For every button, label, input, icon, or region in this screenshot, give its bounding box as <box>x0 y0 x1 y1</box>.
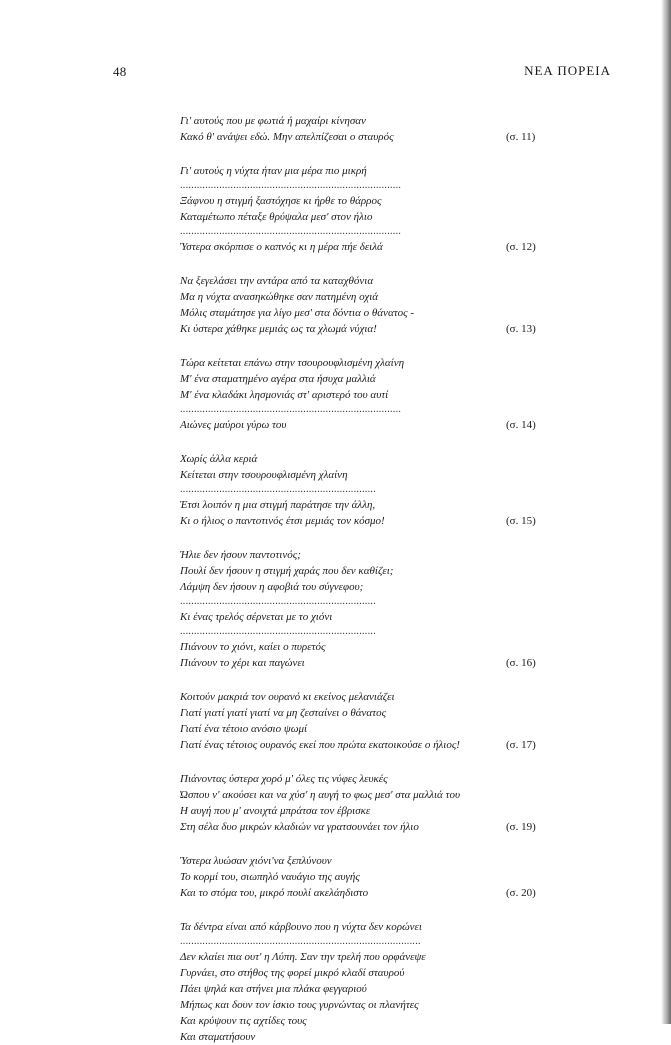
poem-line-text: Τα δέντρα είναι από κάρβουνο που η νύχτα δεν κορώνει <box>180 921 422 933</box>
poem-line <box>180 919 560 935</box>
poem-line-text: Κείτεται στην τσουρουφλισμένη χλαίνη <box>180 469 348 481</box>
poem-line-text: Κακό θ' ανάψει εδώ. Μην απελπίζεσαι ο σταυρός <box>180 131 394 143</box>
poem-line <box>180 819 560 835</box>
page-reference: (σ. 11) <box>506 131 536 143</box>
poem-line-text: Πιάνουν το χιόνι, καίει ο πυρετός <box>180 641 326 653</box>
poem-line <box>180 579 560 595</box>
poem-line <box>180 387 560 403</box>
poem-line-text: Γιατί ένας τέτοιος ουρανός εκεί που πρώτα εκατοικούσε ο ήλιος! <box>180 739 460 751</box>
poem-line-text: Και το στόμα του, μικρό πουλί ακελάηδιστο <box>180 887 369 899</box>
poem-line-text: Τώρα κείτεται επάνω στην τσουρουφλισμένη χλαίνη <box>180 357 405 369</box>
poem-line <box>180 273 560 289</box>
poem-line <box>180 321 560 337</box>
poem-line-text: Αιώνες μαύροι γύρω του <box>180 419 287 431</box>
poem-line-text: Μόλις σταμάτησε για λίγο μεσ' στα δόντια ο θάνατος - <box>180 307 415 319</box>
poem-line-text: Κι ύστερα χάθηκε μεμιάς ως τα χλωμά νύχια! <box>180 323 377 335</box>
ellipsis-text: ............................................................................... <box>180 404 402 415</box>
page-edge-shadow <box>661 0 671 1024</box>
stanza-gap <box>180 255 560 273</box>
poem-line-text: Η αυγή που μ' ανοιχτά μπράτσα τον έβρισκε <box>180 805 371 817</box>
poem-line-text: Γυρνάει, στο στήθος της φορεί μικρό κλαδί σταυρού <box>180 967 405 979</box>
poem-line <box>180 113 560 129</box>
page-reference: (σ. 16) <box>506 657 536 669</box>
poem-line-text: Στη σέλα δυο μικρών κλαδιών να γρατσουνάει τον ήλιο <box>180 821 419 833</box>
poem-line <box>180 513 560 529</box>
poem-line <box>180 689 560 705</box>
poem-line-text: Να ξεγελάσει την αντάρα από τα καταχθόνια <box>180 275 374 287</box>
poem-line <box>180 239 560 255</box>
poem-line <box>180 129 560 145</box>
stanza-gap <box>180 337 560 355</box>
poem-line-text: Ήλιε δεν ήσουν παντοτινός; <box>180 549 301 561</box>
ellipsis-text: ...................................................................................... <box>180 936 421 947</box>
page-number: 48 <box>113 64 127 79</box>
poem-line <box>180 417 560 433</box>
poem-line <box>180 563 560 579</box>
ellipsis-line <box>180 935 560 949</box>
poem-line-text: Γιατί ένα τέτοιο ανόσιο ψωμί <box>180 723 308 735</box>
stanza-gap <box>180 433 560 451</box>
poem-line <box>180 639 560 655</box>
page-reference: (σ. 19) <box>506 821 536 833</box>
poem-line <box>180 737 560 753</box>
poem-line-text: Πάει ψηλά και στήνει μια πλάκα φεγγαριού <box>180 983 367 995</box>
poem-line-text: Και κρύψουν τις αχτίδες τους <box>180 1015 307 1027</box>
poem-line <box>180 305 560 321</box>
poem-line <box>180 981 560 997</box>
poem-body <box>180 113 560 1045</box>
ellipsis-line <box>180 403 560 417</box>
poem-line <box>180 451 560 467</box>
poem-line <box>180 949 560 965</box>
ellipsis-text: ...................................................................... <box>180 596 376 607</box>
poem-line-text: Ώσπου ν' ακούσει και να χύσ' η αυγή το φως μεσ' στα μαλλιά του <box>180 789 461 801</box>
poem-line-text: Γι' αυτούς η νύχτα ήταν μια μέρα πιο μικρή <box>180 165 367 177</box>
stanza-gap <box>180 145 560 163</box>
poem-line <box>180 547 560 563</box>
poem-line <box>180 787 560 803</box>
ellipsis-line <box>180 179 560 193</box>
poem-line <box>180 1029 560 1045</box>
ellipsis-text: ............................................................................... <box>180 226 402 237</box>
poem-line-text: Γιατί γιατί γιατί γιατί να μη ζεσταίνει ο θάνατος <box>180 707 387 719</box>
page-reference: (σ. 13) <box>506 323 536 335</box>
poem-line <box>180 885 560 901</box>
ellipsis-text: ...................................................................... <box>180 484 376 495</box>
poem-line <box>180 705 560 721</box>
stanza-gap <box>180 835 560 853</box>
page-reference: (σ. 20) <box>506 887 536 899</box>
poem-line <box>180 771 560 787</box>
stanza-gap <box>180 753 560 771</box>
poem-line <box>180 1013 560 1029</box>
poem-line-text: Μήπως και δουν τον ίσκιο τους γυρνώντας οι πλανήτες <box>180 999 419 1011</box>
poem-line <box>180 655 560 671</box>
poem-line-text: Ύστερα σκόρπισε ο καπνός κι η μέρα πήε δειλά <box>180 241 383 253</box>
poem-line-text: Κοιτούν μακριά τον ουρανό κι εκείνος μελανιάζει <box>180 691 395 703</box>
poem-line-text: Πουλί δεν ήσουν η στιγμή χαράς που δεν καθίζει; <box>180 565 394 577</box>
poem-line <box>180 497 560 513</box>
poem-line-text: Δεν κλαίει πια ουτ' η Λύπη. Σαν την τρελή που ορφάνεψε <box>180 951 426 963</box>
page-reference: (σ. 14) <box>506 419 536 431</box>
ellipsis-line <box>180 595 560 609</box>
poem-line <box>180 853 560 869</box>
poem-line <box>180 193 560 209</box>
poem-line <box>180 163 560 179</box>
page-reference: (σ. 12) <box>506 241 536 253</box>
poem-line <box>180 609 560 625</box>
poem-line <box>180 869 560 885</box>
poem-line <box>180 965 560 981</box>
ellipsis-line <box>180 483 560 497</box>
poem-line-text: Πιάνοντας ύστερα χορό μ' όλες τις νύφες λευκές <box>180 773 388 785</box>
poem-line-text: Ύστερα λυώσαν χιόνι'να ξεπλύνουν <box>180 855 332 867</box>
stanza-gap <box>180 901 560 919</box>
journal-title: ΝΕΑ ΠΟΡΕΙΑ <box>524 63 611 78</box>
page-reference: (σ. 15) <box>506 515 536 527</box>
poem-line <box>180 355 560 371</box>
poem-line-text: Μ' ένα κλαδάκι λησμονιάς στ' αριστερό του αυτί <box>180 389 389 401</box>
stanza-gap <box>180 671 560 689</box>
poem-line <box>180 997 560 1013</box>
poem-line-text: Κι ένας τρελός σέρνεται με το χιόνι <box>180 611 333 623</box>
poem-line-text: Καταμέτωπο πέταξε θρύψαλα μεσ' στον ήλιο <box>180 211 373 223</box>
poem-line <box>180 467 560 483</box>
poem-line-text: Γι' αυτούς που με φωτιά ή μαχαίρι κίνησαν <box>180 115 366 127</box>
poem-line <box>180 209 560 225</box>
poem-line-text: Έτσι λοιπόν η μια στιγμή παράτησε την άλλη, <box>180 499 376 511</box>
ellipsis-text: ...................................................................... <box>180 626 376 637</box>
ellipsis-text: ............................................................................... <box>180 180 402 191</box>
poem-line-text: Πιάνουν το χέρι και παγώνει <box>180 657 305 669</box>
poem-line <box>180 371 560 387</box>
poem-line-text: Μα η νύχτα ανασηκώθηκε σαν πατημένη οχιά <box>180 291 379 303</box>
poem-line-text: Χωρίς άλλα κεριά <box>180 453 258 465</box>
poem-line-text: Ξάφνου η στιγμή ξαστόχησε κι ήρθε το θάρρος <box>180 195 382 207</box>
poem-line <box>180 803 560 819</box>
poem-line-text: Και σταματήσουν <box>180 1031 256 1043</box>
poem-line-text: Κι ο ήλιος ο παντοτινός έτσι μεμιάς τον κόσμο! <box>180 515 385 527</box>
stanza-gap <box>180 529 560 547</box>
poem-line <box>180 289 560 305</box>
poem-line <box>180 721 560 737</box>
page-reference: (σ. 17) <box>506 739 536 751</box>
poem-line-text: Το κορμί του, σιωπηλό ναυάγιο της αυγής <box>180 871 360 883</box>
poem-line-text: Μ' ένα σταματημένο αγέρα στα ήσυχα μαλλιά <box>180 373 376 385</box>
ellipsis-line <box>180 225 560 239</box>
ellipsis-line <box>180 625 560 639</box>
poem-line-text: Λάμψη δεν ήσουν η αφοβιά του σύγνεφου; <box>180 581 364 593</box>
